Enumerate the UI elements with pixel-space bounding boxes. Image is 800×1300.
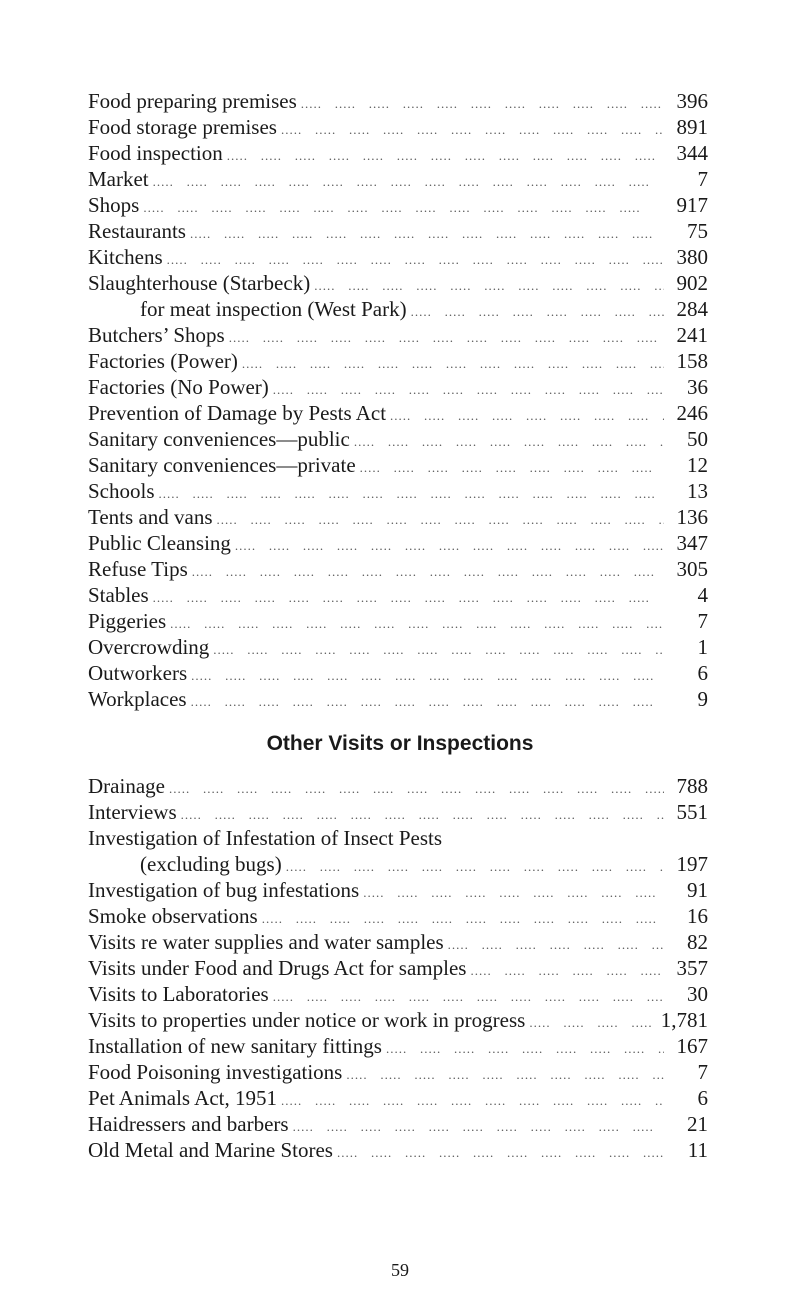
- list-item: [88, 773, 708, 799]
- item-value: 167: [676, 1034, 708, 1058]
- list-item: [88, 374, 708, 400]
- item-label: Restaurants: [88, 219, 186, 243]
- leader-dots: [143, 195, 664, 221]
- leader-dots: [191, 689, 664, 715]
- item-value: 347: [676, 531, 708, 555]
- item-label: Factories (No Power): [88, 375, 269, 399]
- item-value: 891: [676, 115, 708, 139]
- item-value: 305: [676, 557, 708, 581]
- item-value: 788: [676, 774, 708, 798]
- leader-dots: [227, 143, 664, 169]
- item-value: 7: [697, 1060, 708, 1084]
- list-item: [88, 218, 708, 244]
- item-value: 91: [687, 878, 708, 902]
- item-label: Visits to Laboratories: [88, 982, 269, 1006]
- list-item: [88, 426, 708, 452]
- item-value: 7: [697, 167, 708, 191]
- item-value: 380: [676, 245, 708, 269]
- item-value: 6: [697, 1086, 708, 1110]
- item-label: Schools: [88, 479, 155, 503]
- list-item: [88, 660, 708, 686]
- item-value: 30: [687, 982, 708, 1006]
- leader-dots: [229, 325, 664, 351]
- item-label: Public Cleansing: [88, 531, 231, 555]
- leader-dots: [159, 481, 664, 507]
- list-item: [88, 114, 708, 140]
- list-item: [88, 88, 708, 114]
- item-value: 36: [687, 375, 708, 399]
- item-label: Smoke observations: [88, 904, 258, 928]
- item-label: for meat inspection (West Park): [140, 297, 407, 321]
- list-item: [88, 955, 708, 981]
- list-item: [88, 582, 708, 608]
- item-label: Workplaces: [88, 687, 187, 711]
- list-item: [88, 348, 708, 374]
- item-value: 197: [676, 852, 708, 876]
- item-label: Sanitary conveniences—private: [88, 453, 356, 477]
- item-value: 4: [697, 583, 708, 607]
- leader-dots: [191, 663, 664, 689]
- leader-dots: [153, 169, 664, 195]
- list-item: [88, 322, 708, 348]
- leader-dots: [153, 585, 664, 611]
- list-item: [88, 929, 708, 955]
- page-number: 59: [391, 1260, 409, 1280]
- item-value: 1: [697, 635, 708, 659]
- item-value: 75: [687, 219, 708, 243]
- item-label: Installation of new sanitary fittings: [88, 1034, 382, 1058]
- item-value: 246: [676, 401, 708, 425]
- item-value: 1,781: [660, 1008, 708, 1032]
- item-label: Market: [88, 167, 149, 191]
- item-value: 396: [676, 89, 708, 113]
- item-value: 13: [687, 479, 708, 503]
- leader-dots: [217, 507, 664, 533]
- list-item: [88, 504, 708, 530]
- leader-dots: [390, 403, 664, 429]
- item-label: Slaughterhouse (Starbeck): [88, 271, 311, 295]
- other-visits-list: [88, 773, 708, 1163]
- leader-dots: [470, 958, 664, 984]
- item-label: (excluding bugs): [140, 852, 282, 876]
- item-label: Kitchens: [88, 245, 163, 269]
- leader-dots: [363, 880, 664, 906]
- list-item: [88, 1111, 708, 1137]
- leader-dots: [411, 299, 664, 325]
- item-label: Piggeries: [88, 609, 167, 633]
- item-value: 6: [697, 661, 708, 685]
- item-value: 82: [687, 930, 708, 954]
- leader-dots: [281, 1088, 664, 1114]
- item-label: Pet Animals Act, 1951: [88, 1086, 277, 1110]
- item-label: Butchers’ Shops: [88, 323, 225, 347]
- inspection-list: [88, 88, 708, 712]
- item-value: 917: [676, 193, 708, 217]
- leader-dots: [192, 559, 664, 585]
- list-item: [88, 799, 708, 825]
- item-value: 902: [676, 271, 708, 295]
- list-item: [88, 192, 708, 218]
- list-item: [88, 1033, 708, 1059]
- item-label: Visits under Food and Drugs Act for samples: [88, 956, 467, 980]
- list-item: [88, 1085, 708, 1111]
- item-label: Outworkers: [88, 661, 188, 685]
- list-item: [88, 296, 708, 322]
- leader-dots: [190, 221, 664, 247]
- leader-dots: [293, 1114, 664, 1140]
- item-label: Visits re water supplies and water samples: [88, 930, 444, 954]
- item-label: Overcrowding: [88, 635, 210, 659]
- item-label: Drainage: [88, 774, 165, 798]
- list-item: [88, 270, 708, 296]
- item-value: 284: [676, 297, 708, 321]
- item-value: 158: [676, 349, 708, 373]
- leader-dots: [346, 1062, 664, 1088]
- item-label: Prevention of Damage by Pests Act: [88, 401, 387, 425]
- item-label: Investigation of bug infestations: [88, 878, 360, 902]
- list-item: [88, 244, 708, 270]
- list-item: [88, 166, 708, 192]
- item-value: 21: [687, 1112, 708, 1136]
- list-item: [88, 686, 708, 712]
- list-item: [88, 1007, 708, 1033]
- list-item: [88, 903, 708, 929]
- item-value: 11: [687, 1138, 708, 1162]
- item-value: 551: [676, 800, 708, 824]
- list-item: [88, 634, 708, 660]
- leader-dots: [354, 429, 664, 455]
- list-item: [88, 478, 708, 504]
- leader-dots: [213, 637, 664, 663]
- section-heading: Other Visits or Inspections: [266, 732, 534, 755]
- item-label: Factories (Power): [88, 349, 238, 373]
- list-item: [88, 825, 708, 851]
- list-item: [88, 1059, 708, 1085]
- item-value: 9: [697, 687, 708, 711]
- leader-dots: [529, 1010, 656, 1036]
- item-label: Interviews: [88, 800, 177, 824]
- item-label: Food Poisoning investigations: [88, 1060, 343, 1084]
- item-label: Shops: [88, 193, 140, 217]
- leader-dots: [281, 117, 664, 143]
- leader-dots: [169, 776, 664, 802]
- list-item: [88, 400, 708, 426]
- list-item: [88, 140, 708, 166]
- item-value: 344: [676, 141, 708, 165]
- leader-dots: [235, 533, 664, 559]
- item-label: Visits to properties under notice or work in progress: [88, 1008, 526, 1032]
- item-label: Old Metal and Marine Stores: [88, 1138, 333, 1162]
- item-label: Haidressers and barbers: [88, 1112, 289, 1136]
- item-label: Food preparing premises: [88, 89, 297, 113]
- list-item: [88, 877, 708, 903]
- leader-dots: [448, 932, 664, 958]
- leader-dots: [360, 455, 664, 481]
- item-value: 357: [676, 956, 708, 980]
- item-label: Tents and vans: [88, 505, 213, 529]
- item-value: 16: [687, 904, 708, 928]
- leader-dots: [301, 91, 664, 117]
- leader-dots: [337, 1140, 664, 1166]
- list-item: [88, 608, 708, 634]
- item-value: 50: [687, 427, 708, 451]
- item-value: 12: [687, 453, 708, 477]
- leader-dots: [386, 1036, 664, 1062]
- list-item: [88, 452, 708, 478]
- list-item: [88, 530, 708, 556]
- list-item: [88, 981, 708, 1007]
- item-label: Sanitary conveniences—public: [88, 427, 350, 451]
- item-label: Stables: [88, 583, 149, 607]
- item-label: Food storage premises: [88, 115, 277, 139]
- item-label: Investigation of Infestation of Insect Pests: [88, 826, 443, 850]
- item-value: 241: [676, 323, 708, 347]
- list-item: [88, 556, 708, 582]
- list-item: [88, 851, 708, 877]
- item-label: Food inspection: [88, 141, 223, 165]
- item-label: Refuse Tips: [88, 557, 188, 581]
- leader-dots: [242, 351, 664, 377]
- item-value: 136: [676, 505, 708, 529]
- item-value: 7: [697, 609, 708, 633]
- leader-dots: [170, 611, 664, 637]
- list-item: [88, 1137, 708, 1163]
